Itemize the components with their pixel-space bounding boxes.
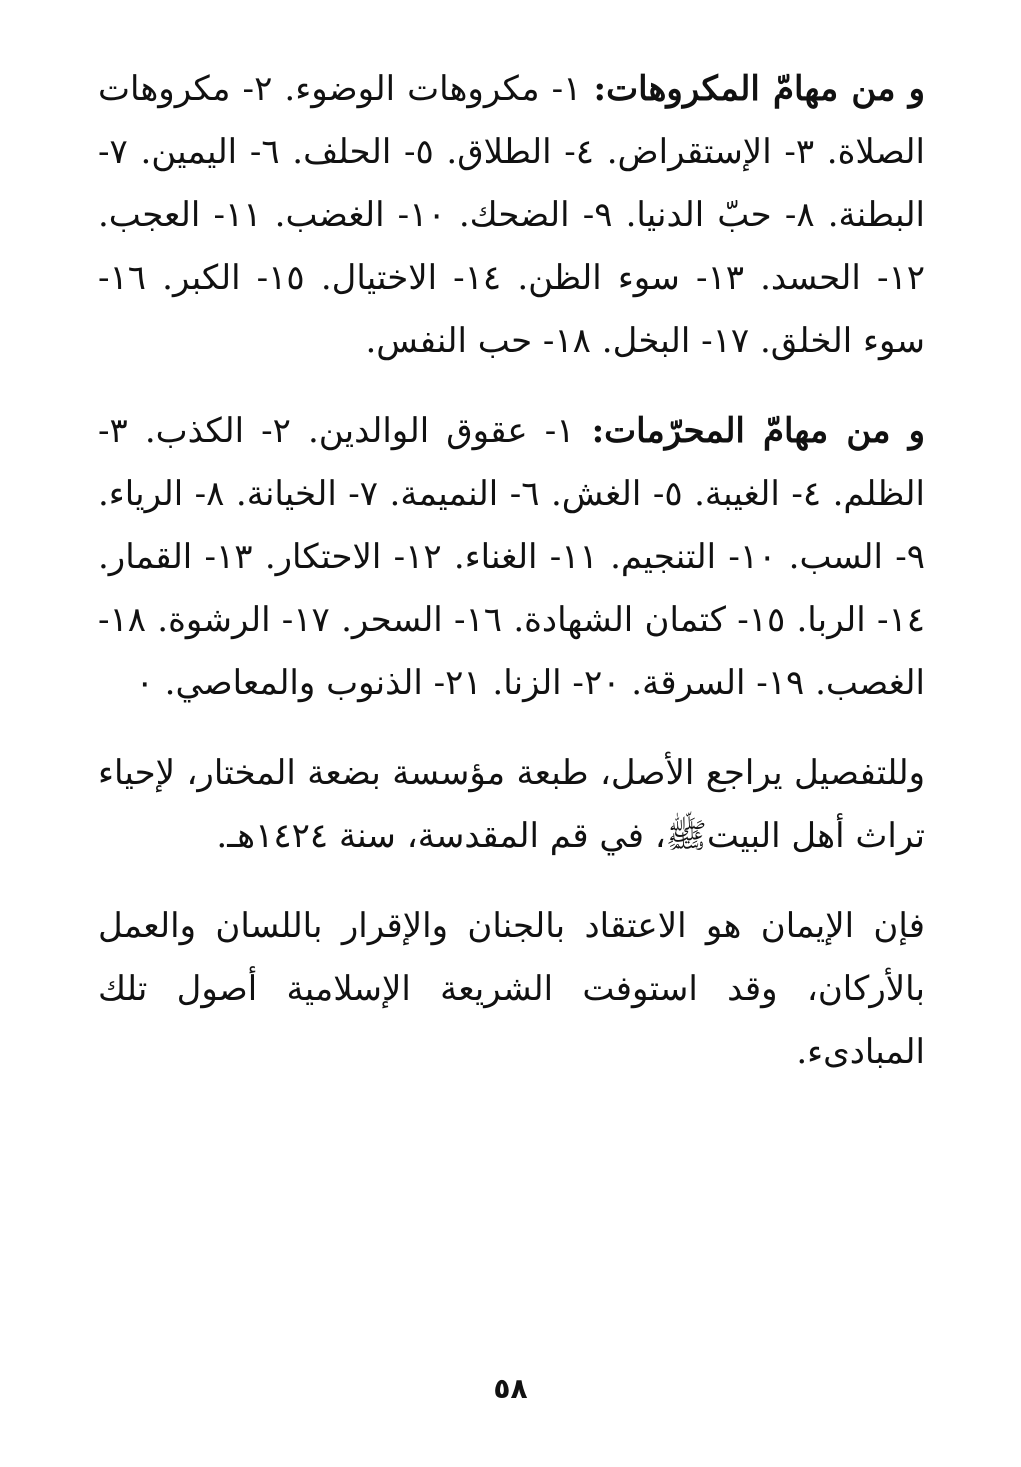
paragraph-body: وللتفصيل يراجع الأصل، طبعة مؤسسة بضعة المختار، لإحياء تراث أهل البيتﷺ، في قم المقدسة، سنة ١٤٢٤هـ. — [98, 753, 925, 856]
paragraph-iman — [98, 895, 925, 1084]
paragraph-body: ١- عقوق الوالدين. ٢- الكذب. ٣- الظلم. ٤- الغيبة. ٥- الغش. ٦- النميمة. ٧- الخيانة. ٨- الرياء. ٩- السب. ١٠- التنجيم. ١١- الغناء. ١٢- الاحتكار. ١٣- القمار. ١٤- الربا. ١٥- كتمان الشهادة. ١٦- السحر. ١٧- الرشوة. ١٨- الغصب. ١٩- السرقة. ٢٠- الزنا. ٢١- الذنوب والمعاصي. ٠ — [98, 411, 925, 703]
page-number: ٥٨ — [493, 1372, 528, 1405]
paragraph-body: فإن الإيمان هو الاعتقاد بالجنان والإقرار باللسان والعمل بالأركان، وقد استوفت الشريعة الإسلامية أصول تلك المبادىء. — [98, 906, 925, 1072]
paragraph-heading: و من مهامّ المكروهات: — [593, 69, 925, 109]
paragraph-makruhat — [98, 58, 925, 373]
paragraph-reference — [98, 742, 925, 868]
paragraph-muharramat — [98, 400, 925, 715]
page-content — [98, 58, 925, 1084]
paragraph-body: ١- مكروهات الوضوء. ٢- مكروهات الصلاة. ٣- الإستقراض. ٤- الطلاق. ٥- الحلف. ٦- اليمين. ٧- البطنة. ٨- حبّ الدنيا. ٩- الضحك. ١٠- الغضب. ١١- العجب. ١٢- الحسد. ١٣- سوء الظن. ١٤- الاختيال. ١٥- الكبر. ١٦- سوء الخلق. ١٧- البخل. ١٨- حب النفس. — [98, 69, 926, 361]
paragraph-heading: و من مهامّ المحرّمات: — [591, 411, 925, 451]
